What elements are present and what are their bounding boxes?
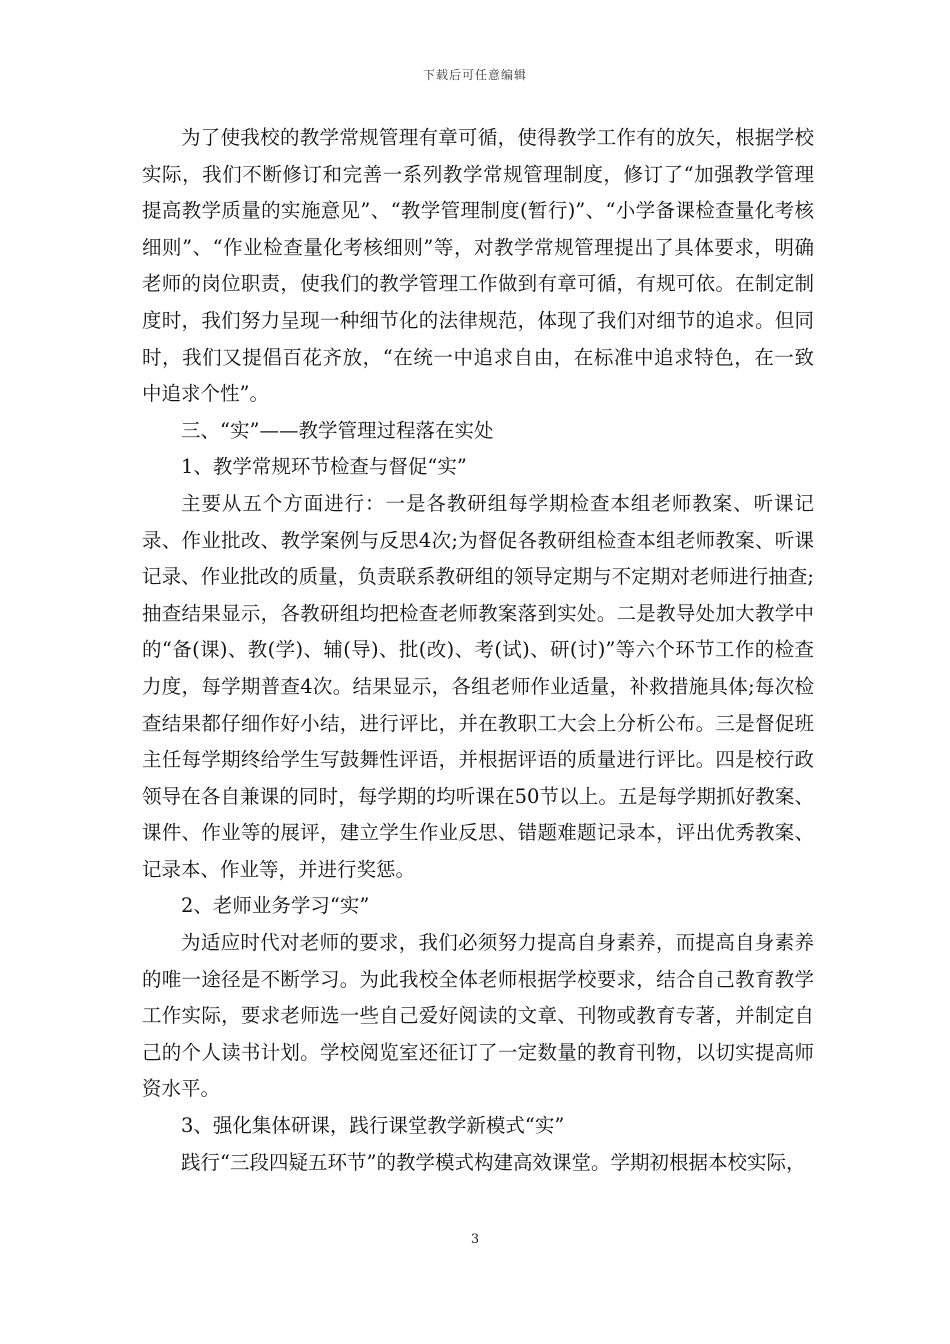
subheading-3-3: 3、强化集体研课，践行课堂教学新模式“实” <box>181 1114 565 1138</box>
document-body <box>142 120 814 1181</box>
page-header: 下载后可任意编辑 <box>422 68 527 82</box>
paragraph-regulations: 为了使我校的教学常规管理有章可循，使得教学工作有的放矢，根据学校实际，我们不断修订和完善一系列教学常规管理制度，修订了“加强教学管理提高教学质量的实施意见”、“教学管理制度(暂行)”、“小学备课检查量化考核细则”、“作业检查量化考核细则”等，对教学常规管理提出了具体要求，明确老师的岗位职责，使我们的教学管理工作做到有章可循，有规可依。在制定制度时，我们努力呈现一种细节化的法律规范，体现了我们对细节的追求。但同时，我们又提倡百花齐放，“在统一中追求自由，在标准中追求特色，在一致中追求个性”。 <box>142 126 814 406</box>
paragraph-teacher-study: 为适应时代对老师的要求，我们必须努力提高自身素养，而提高自身素养的唯一途径是不断学习。为此我校全体老师根据学校要求，结合自己教育教学工作实际，要求老师选一些自己爱好阅读的文章、刊物或教育专著，并制定自己的个人读书计划。学校阅览室还征订了一定数量的教育刊物，以切实提高师资水平。 <box>142 931 814 1101</box>
paragraph-teaching-model: 践行“三段四疑五环节”的教学模式构建高效课堂。学期初根据本校实际， <box>181 1150 806 1174</box>
subheading-3-2: 2、老师业务学习“实” <box>181 894 370 918</box>
page-number: 3 <box>470 1232 480 1247</box>
section-heading-3: 三、“实”——教学管理过程落在实处 <box>181 418 494 442</box>
paragraph-inspection: 主要从五个方面进行：一是各教研组每学期检查本组老师教案、听课记录、作业批改、教学案例与反思4次;为督促各教研组检查本组老师教案、听课记录、作业批改的质量，负责联系教研组的领导定期与不定期对老师进行抽查;抽查结果显示，各教研组均把检查老师教案落到实处。二是教导处加大教学中的“备(课)、教(学)、辅(导)、批(改)、考(试)、研(讨)”等六个环节工作的检查力度，每学期普查4次。结果显示，各组老师作业适量，补救措施具体;每次检查结果都仔细作好小结，进行评比，并在教职工大会上分析公布。三是督促班主任每学期终给学生写鼓舞性评语，并根据评语的质量进行评比。四是校行政领导在各自兼课的同时，每学期的均听课在50节以上。五是每学期抓好教案、课件、作业等的展评，建立学生作业反思、错题难题记录本，评出优秀教案、记录本、作业等，并进行奖惩。 <box>142 491 814 881</box>
subheading-3-1: 1、教学常规环节检查与督促“实” <box>181 455 467 479</box>
